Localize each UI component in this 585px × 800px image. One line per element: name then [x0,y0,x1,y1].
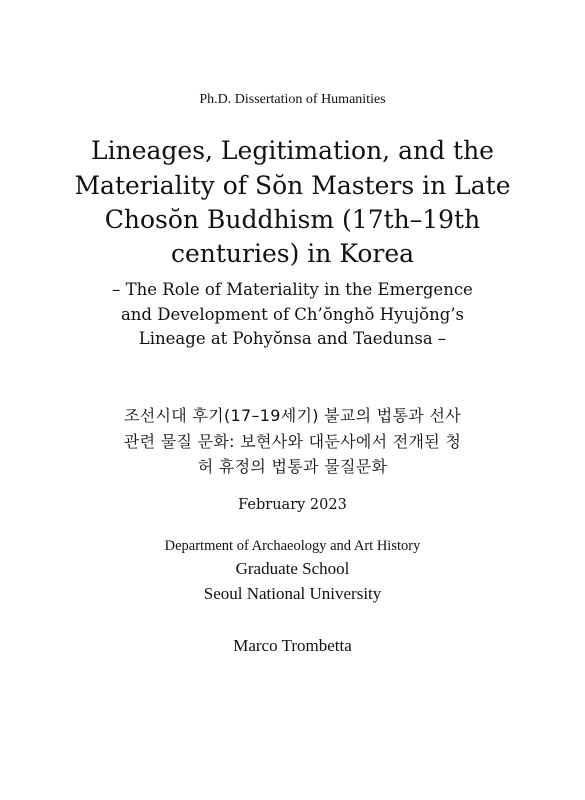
title-line: Lineages, Legitimation, and the [91,136,494,165]
korean-title-line: 허 휴정의 법통과 물질문화 [197,457,388,476]
author-name: Marco Trombetta [233,636,352,655]
korean-title-line: 관련 물질 문화: 보현사와 대둔사에서 전개된 청 [123,432,462,451]
subtitle-line: – The Role of Materiality in the Emergence [112,280,473,299]
subtitle-line: and Development of Ch’ŏnghŏ Hyujŏng’s [120,305,465,324]
title-line: centuries) in Korea [170,239,415,268]
university: Seoul National University [203,584,382,603]
submission-date: February 2023 [238,497,347,513]
title-line: Materiality of Sŏn Masters in Late [74,171,511,200]
department: Department of Archaeology and Art History [164,538,421,554]
title-line: Chosŏn Buddhism (17th–19th [104,205,481,234]
korean-title-line: 조선시대 후기(17–19세기) 불교의 법통과 선사 [124,406,461,425]
subtitle-line: Lineage at Pohyŏnsa and Taedunsa – [138,329,447,348]
graduate-school: Graduate School [235,559,350,578]
dissertation-type: Ph.D. Dissertation of Humanities [199,92,386,107]
